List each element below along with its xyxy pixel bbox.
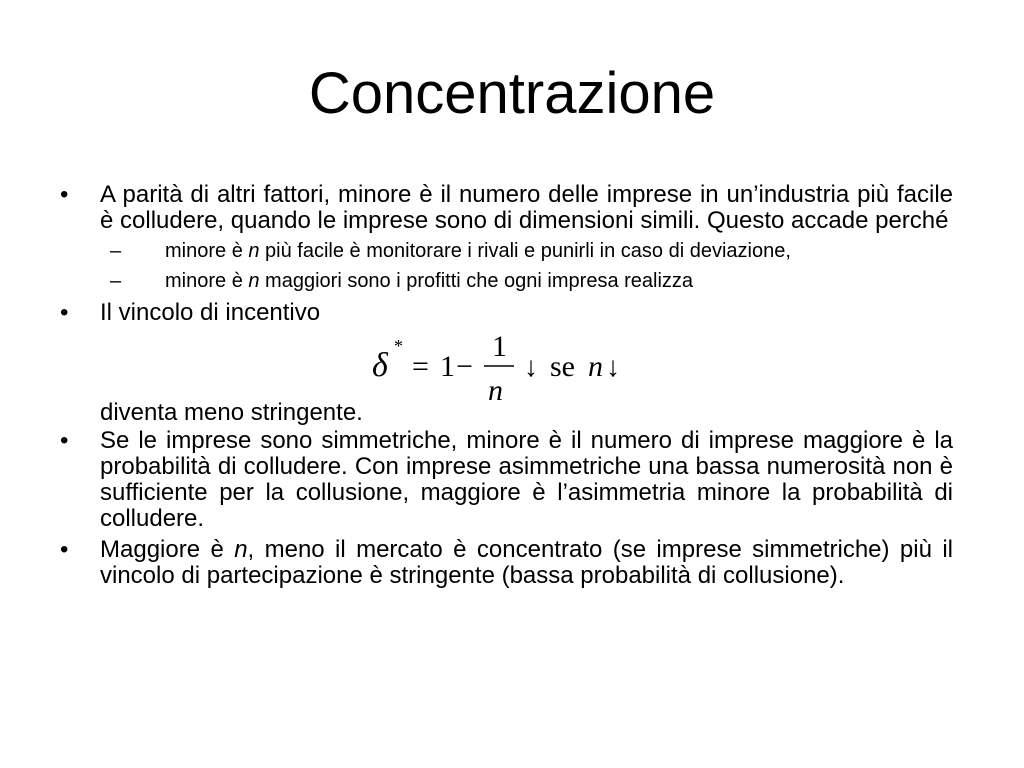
sub-bullet-1 [110,236,953,266]
slide-body [60,182,953,589]
dash-marker: – [110,240,122,262]
bullet-4 [60,537,953,589]
bullet-2-text: Il vincolo di incentivo [100,299,321,326]
bullet-2-continuation: diventa meno stringente. [100,399,363,426]
bullet-4-post: , meno il mercato è concentrato (se imprese simmetriche) più il vincolo di partecipazione è stringente (bassa probabilità di collusione). [100,536,953,589]
arrow-down-icon: ↓ [524,352,538,383]
bullet-1 [60,182,953,234]
sub-bullet-2-pre: minore è [165,270,249,292]
formula-minus: − [456,350,473,383]
sub-bullet-1-var: n [248,240,260,262]
sub-bullet-1-post: più facile è monitorare i rivali e punirli in caso di deviazione, [259,240,791,262]
sub-bullet-1-pre: minore è [165,240,249,262]
slide-title: Concentrazione [308,61,716,126]
arrow-down-icon: ↓ [606,352,620,383]
sub-bullet-2-var: n [248,270,260,292]
formula-denominator: n [488,374,503,406]
incentive-formula [60,326,953,406]
dash-marker: – [110,270,122,292]
formula-delta: δ [372,347,388,384]
formula-graphic [368,322,708,406]
sub-bullet-2 [110,266,953,296]
bullet-4-pre: Maggiore è [100,536,235,563]
bullet-marker: • [60,181,69,208]
formula-equals: = [412,350,429,383]
formula-one: 1 [440,350,455,383]
formula-n: n [588,350,603,383]
bullet-marker: • [60,427,69,454]
bullet-3-text: Se le imprese sono simmetriche, minore è il numero di imprese maggiore è la probabilità di colludere. Con imprese asimmetriche una bassa numerosità non è sufficiente per la collusione, maggiore è l’asimmetria minore la probabilità di colludere. [100,427,953,532]
bullet-4-var: n [234,536,248,563]
sub-bullet-2-post: maggiori sono i profitti che ogni impresa realizza [259,270,694,292]
bullet-1-text: A parità di altri fattori, minore è il numero delle imprese in un’industria più facile è colludere, quando le imprese sono di dimensioni simili. Questo accade perché [100,181,953,234]
formula-se: se [550,350,575,383]
bullet-marker: • [60,299,69,326]
bullet-3 [60,428,953,532]
bullet-marker: • [60,536,69,563]
formula-star: * [394,336,403,356]
formula-numerator: 1 [492,330,507,363]
